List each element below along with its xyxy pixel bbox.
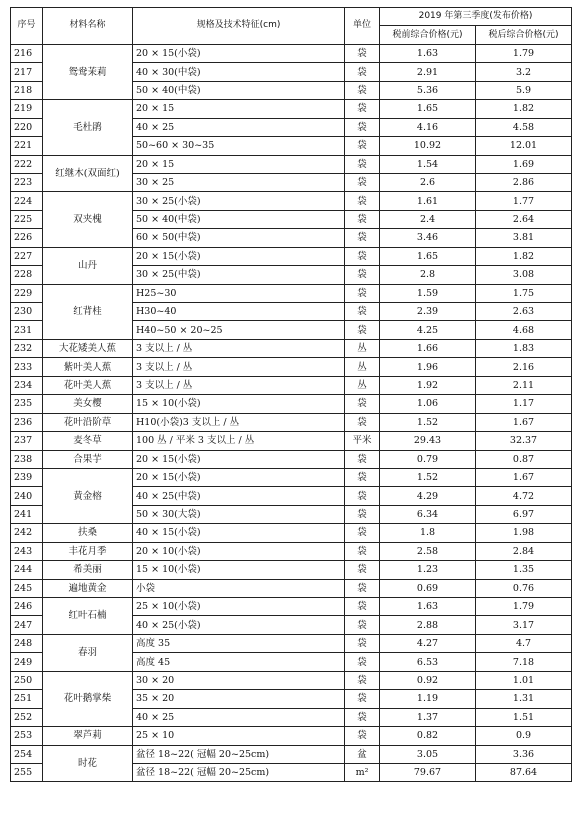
unit-cell: 袋	[345, 634, 380, 652]
spec-cell: 20 × 15	[133, 100, 345, 118]
spec-cell: 40 × 30(中袋)	[133, 63, 345, 81]
post-tax-price: 3.36	[476, 745, 572, 763]
row-number: 223	[11, 173, 43, 191]
post-tax-price: 3.17	[476, 616, 572, 634]
pre-tax-price: 4.27	[380, 634, 476, 652]
pre-tax-price: 1.63	[380, 598, 476, 616]
table-row	[11, 561, 572, 579]
post-tax-price: 2.11	[476, 376, 572, 394]
spec-cell: H40~50 × 20~25	[133, 321, 345, 339]
spec-cell: 30 × 25(中袋)	[133, 266, 345, 284]
post-tax-price: 1.75	[476, 284, 572, 302]
table-row	[11, 339, 572, 357]
material-name: 黄金榕	[43, 468, 133, 523]
pre-tax-price: 10.92	[380, 137, 476, 155]
post-tax-price: 2.84	[476, 542, 572, 560]
material-name: 红背桂	[43, 284, 133, 339]
post-tax-price: 1.82	[476, 100, 572, 118]
row-number: 220	[11, 118, 43, 136]
pre-tax-price: 79.67	[380, 763, 476, 781]
table-row	[11, 524, 572, 542]
post-tax-price: 1.79	[476, 44, 572, 62]
post-tax-price: 1.51	[476, 708, 572, 726]
unit-cell: 袋	[345, 468, 380, 486]
pre-tax-price: 2.39	[380, 303, 476, 321]
header-period: 2019 年第三季度(发布价格)	[380, 8, 572, 26]
pre-tax-price: 3.05	[380, 745, 476, 763]
unit-cell: 袋	[345, 118, 380, 136]
table-row	[11, 745, 572, 763]
pre-tax-price: 1.61	[380, 192, 476, 210]
material-name: 双夹槐	[43, 192, 133, 247]
row-number: 243	[11, 542, 43, 560]
table-row	[11, 155, 572, 173]
unit-cell: 丛	[345, 376, 380, 394]
material-name: 花叶美人蕉	[43, 376, 133, 394]
post-tax-price: 2.64	[476, 210, 572, 228]
unit-cell: 丛	[345, 339, 380, 357]
unit-cell: 平米	[345, 432, 380, 450]
spec-cell: 40 × 25(中袋)	[133, 487, 345, 505]
row-number: 247	[11, 616, 43, 634]
pre-tax-price: 2.6	[380, 173, 476, 191]
pre-tax-price: 0.92	[380, 671, 476, 689]
unit-cell: 袋	[345, 561, 380, 579]
pre-tax-price: 1.63	[380, 44, 476, 62]
row-number: 241	[11, 505, 43, 523]
header-no: 序号	[11, 8, 43, 45]
table-row	[11, 413, 572, 431]
pre-tax-price: 2.91	[380, 63, 476, 81]
unit-cell: 袋	[345, 671, 380, 689]
post-tax-price: 3.2	[476, 63, 572, 81]
post-tax-price: 4.68	[476, 321, 572, 339]
pre-tax-price: 1.8	[380, 524, 476, 542]
post-tax-price: 1.01	[476, 671, 572, 689]
table-row	[11, 598, 572, 616]
pre-tax-price: 1.65	[380, 100, 476, 118]
material-name: 遍地黄金	[43, 579, 133, 597]
post-tax-price: 1.31	[476, 690, 572, 708]
pre-tax-price: 1.66	[380, 339, 476, 357]
unit-cell: 袋	[345, 155, 380, 173]
post-tax-price: 1.17	[476, 395, 572, 413]
post-tax-price: 0.76	[476, 579, 572, 597]
spec-cell: 3 支以上 / 丛	[133, 339, 345, 357]
post-tax-price: 2.86	[476, 173, 572, 191]
material-name: 扶桑	[43, 524, 133, 542]
unit-cell: 袋	[345, 266, 380, 284]
post-tax-price: 1.67	[476, 468, 572, 486]
material-name: 毛杜鹃	[43, 100, 133, 155]
spec-cell: 50~60 × 30~35	[133, 137, 345, 155]
unit-cell: 袋	[345, 524, 380, 542]
pre-tax-price: 6.53	[380, 653, 476, 671]
pre-tax-price: 4.25	[380, 321, 476, 339]
spec-cell: 25 × 10	[133, 727, 345, 745]
post-tax-price: 0.87	[476, 450, 572, 468]
post-tax-price: 2.63	[476, 303, 572, 321]
unit-cell: 袋	[345, 727, 380, 745]
row-number: 225	[11, 210, 43, 228]
spec-cell: 20 × 15	[133, 155, 345, 173]
table-row	[11, 634, 572, 652]
table-row	[11, 192, 572, 210]
row-number: 250	[11, 671, 43, 689]
pre-tax-price: 29.43	[380, 432, 476, 450]
row-number: 216	[11, 44, 43, 62]
spec-cell: 20 × 10(小袋)	[133, 542, 345, 560]
spec-cell: 3 支以上 / 丛	[133, 376, 345, 394]
spec-cell: 40 × 25	[133, 708, 345, 726]
table-row	[11, 100, 572, 118]
row-number: 218	[11, 81, 43, 99]
post-tax-price: 32.37	[476, 432, 572, 450]
pre-tax-price: 0.69	[380, 579, 476, 597]
spec-cell: 60 × 50(中袋)	[133, 229, 345, 247]
unit-cell: 袋	[345, 284, 380, 302]
pre-tax-price: 3.46	[380, 229, 476, 247]
table-row	[11, 247, 572, 265]
row-number: 231	[11, 321, 43, 339]
material-name: 鸳鸯茉莉	[43, 44, 133, 99]
spec-cell: 盆径 18~22( 冠幅 20~25cm)	[133, 745, 345, 763]
row-number: 236	[11, 413, 43, 431]
table-row	[11, 727, 572, 745]
row-number: 237	[11, 432, 43, 450]
post-tax-price: 6.97	[476, 505, 572, 523]
table-row	[11, 468, 572, 486]
spec-cell: 30 × 25(小袋)	[133, 192, 345, 210]
pre-tax-price: 4.16	[380, 118, 476, 136]
table-row	[11, 284, 572, 302]
spec-cell: 40 × 25(小袋)	[133, 616, 345, 634]
spec-cell: 高度 45	[133, 653, 345, 671]
table-row	[11, 671, 572, 689]
spec-cell: 高度 35	[133, 634, 345, 652]
row-number: 244	[11, 561, 43, 579]
table-row	[11, 542, 572, 560]
row-number: 246	[11, 598, 43, 616]
unit-cell: 盆	[345, 745, 380, 763]
unit-cell: 袋	[345, 321, 380, 339]
unit-cell: 袋	[345, 192, 380, 210]
pre-tax-price: 1.19	[380, 690, 476, 708]
row-number: 228	[11, 266, 43, 284]
material-name: 合果芋	[43, 450, 133, 468]
pre-tax-price: 1.06	[380, 395, 476, 413]
table-row	[11, 579, 572, 597]
row-number: 234	[11, 376, 43, 394]
row-number: 227	[11, 247, 43, 265]
header-unit: 单位	[345, 8, 380, 45]
unit-cell: 丛	[345, 358, 380, 376]
row-number: 229	[11, 284, 43, 302]
post-tax-price: 1.35	[476, 561, 572, 579]
spec-cell: 40 × 15(小袋)	[133, 524, 345, 542]
unit-cell: 袋	[345, 137, 380, 155]
post-tax-price: 4.72	[476, 487, 572, 505]
row-number: 254	[11, 745, 43, 763]
unit-cell: 袋	[345, 81, 380, 99]
spec-cell: 15 × 10(小袋)	[133, 395, 345, 413]
spec-cell: 15 × 10(小袋)	[133, 561, 345, 579]
material-name: 丰花月季	[43, 542, 133, 560]
row-number: 238	[11, 450, 43, 468]
row-number: 239	[11, 468, 43, 486]
unit-cell: 袋	[345, 413, 380, 431]
post-tax-price: 1.67	[476, 413, 572, 431]
post-tax-price: 1.82	[476, 247, 572, 265]
material-name: 翠芦莉	[43, 727, 133, 745]
spec-cell: 100 丛 / 平米 3 支以上 / 丛	[133, 432, 345, 450]
spec-cell: 50 × 30(大袋)	[133, 505, 345, 523]
spec-cell: H10(小袋)3 支以上 / 丛	[133, 413, 345, 431]
pre-tax-price: 2.8	[380, 266, 476, 284]
unit-cell: 袋	[345, 63, 380, 81]
unit-cell: 袋	[345, 229, 380, 247]
row-number: 253	[11, 727, 43, 745]
pre-tax-price: 0.82	[380, 727, 476, 745]
unit-cell: 袋	[345, 653, 380, 671]
spec-cell: 40 × 25	[133, 118, 345, 136]
post-tax-price: 7.18	[476, 653, 572, 671]
pre-tax-price: 1.65	[380, 247, 476, 265]
post-tax-price: 1.83	[476, 339, 572, 357]
material-name: 红继木(双面红)	[43, 155, 133, 192]
row-number: 222	[11, 155, 43, 173]
post-tax-price: 1.79	[476, 598, 572, 616]
unit-cell: 袋	[345, 579, 380, 597]
header-pre-tax: 税前综合价格(元)	[380, 26, 476, 44]
row-number: 219	[11, 100, 43, 118]
spec-cell: H25~30	[133, 284, 345, 302]
table-row	[11, 395, 572, 413]
material-name: 希美丽	[43, 561, 133, 579]
pre-tax-price: 1.96	[380, 358, 476, 376]
row-number: 224	[11, 192, 43, 210]
material-name: 大花矮美人蕉	[43, 339, 133, 357]
pre-tax-price: 1.23	[380, 561, 476, 579]
post-tax-price: 1.69	[476, 155, 572, 173]
post-tax-price: 3.08	[476, 266, 572, 284]
spec-cell: 3 支以上 / 丛	[133, 358, 345, 376]
spec-cell: 小袋	[133, 579, 345, 597]
pre-tax-price: 1.92	[380, 376, 476, 394]
row-number: 235	[11, 395, 43, 413]
post-tax-price: 12.01	[476, 137, 572, 155]
material-name: 花叶鹅掌柴	[43, 671, 133, 726]
spec-cell: 50 × 40(中袋)	[133, 210, 345, 228]
pre-tax-price: 1.59	[380, 284, 476, 302]
unit-cell: 袋	[345, 450, 380, 468]
post-tax-price: 2.16	[476, 358, 572, 376]
spec-cell: 20 × 15(小袋)	[133, 468, 345, 486]
unit-cell: 袋	[345, 173, 380, 191]
spec-cell: 50 × 40(中袋)	[133, 81, 345, 99]
table-body	[11, 44, 572, 782]
pre-tax-price: 1.52	[380, 468, 476, 486]
row-number: 226	[11, 229, 43, 247]
material-name: 红叶石楠	[43, 598, 133, 635]
row-number: 245	[11, 579, 43, 597]
material-price-table	[10, 7, 572, 782]
row-number: 217	[11, 63, 43, 81]
unit-cell: 袋	[345, 303, 380, 321]
header-post-tax: 税后综合价格(元)	[476, 26, 572, 44]
post-tax-price: 4.58	[476, 118, 572, 136]
header-spec: 规格及技术特征(cm)	[133, 8, 345, 45]
pre-tax-price: 1.52	[380, 413, 476, 431]
table-header	[11, 8, 572, 45]
unit-cell: 袋	[345, 247, 380, 265]
spec-cell: H30~40	[133, 303, 345, 321]
material-name: 美女樱	[43, 395, 133, 413]
pre-tax-price: 2.58	[380, 542, 476, 560]
spec-cell: 盆径 18~22( 冠幅 20~25cm)	[133, 763, 345, 781]
pre-tax-price: 0.79	[380, 450, 476, 468]
spec-cell: 20 × 15(小袋)	[133, 247, 345, 265]
unit-cell: 袋	[345, 487, 380, 505]
unit-cell: 袋	[345, 395, 380, 413]
spec-cell: 20 × 15(小袋)	[133, 450, 345, 468]
row-number: 252	[11, 708, 43, 726]
unit-cell: 袋	[345, 100, 380, 118]
row-number: 242	[11, 524, 43, 542]
material-name: 春羽	[43, 634, 133, 671]
row-number: 230	[11, 303, 43, 321]
spec-cell: 25 × 10(小袋)	[133, 598, 345, 616]
spec-cell: 30 × 25	[133, 173, 345, 191]
unit-cell: 袋	[345, 616, 380, 634]
material-name: 花叶沿阶草	[43, 413, 133, 431]
pre-tax-price: 2.4	[380, 210, 476, 228]
table-row	[11, 44, 572, 62]
row-number: 221	[11, 137, 43, 155]
pre-tax-price: 5.36	[380, 81, 476, 99]
material-name: 时花	[43, 745, 133, 782]
pre-tax-price: 1.54	[380, 155, 476, 173]
pre-tax-price: 1.37	[380, 708, 476, 726]
row-number: 240	[11, 487, 43, 505]
table-row	[11, 432, 572, 450]
row-number: 249	[11, 653, 43, 671]
row-number: 232	[11, 339, 43, 357]
pre-tax-price: 4.29	[380, 487, 476, 505]
unit-cell: 袋	[345, 505, 380, 523]
row-number: 251	[11, 690, 43, 708]
unit-cell: 袋	[345, 210, 380, 228]
post-tax-price: 3.81	[476, 229, 572, 247]
unit-cell: 袋	[345, 44, 380, 62]
post-tax-price: 4.7	[476, 634, 572, 652]
post-tax-price: 87.64	[476, 763, 572, 781]
spec-cell: 35 × 20	[133, 690, 345, 708]
spec-cell: 30 × 20	[133, 671, 345, 689]
material-name: 山丹	[43, 247, 133, 284]
unit-cell: 袋	[345, 690, 380, 708]
spec-cell: 20 × 15(小袋)	[133, 44, 345, 62]
post-tax-price: 5.9	[476, 81, 572, 99]
header-name: 材料名称	[43, 8, 133, 45]
unit-cell: 袋	[345, 542, 380, 560]
post-tax-price: 1.77	[476, 192, 572, 210]
material-name: 麦冬草	[43, 432, 133, 450]
post-tax-price: 0.9	[476, 727, 572, 745]
unit-cell: m²	[345, 763, 380, 781]
unit-cell: 袋	[345, 708, 380, 726]
table-row	[11, 358, 572, 376]
pre-tax-price: 6.34	[380, 505, 476, 523]
unit-cell: 袋	[345, 598, 380, 616]
row-number: 248	[11, 634, 43, 652]
row-number: 233	[11, 358, 43, 376]
table-row	[11, 450, 572, 468]
material-name: 紫叶美人蕉	[43, 358, 133, 376]
pre-tax-price: 2.88	[380, 616, 476, 634]
post-tax-price: 1.98	[476, 524, 572, 542]
row-number: 255	[11, 763, 43, 781]
table-row	[11, 376, 572, 394]
